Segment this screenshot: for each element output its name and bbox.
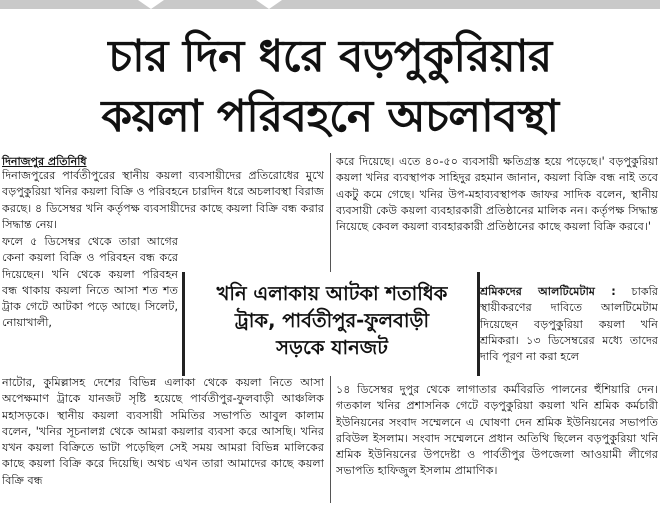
byline: দিনাজপুর প্রতিনিধি	[2, 155, 87, 168]
headline-line-2: কয়লা পরিবহনে অচলাবস্থা	[101, 91, 559, 142]
right-para-2-bottom: ১৪ ডিসেম্বর দুপুর থেকে লাগাতার কর্মবিরতি পালনের হুঁশিয়ারি দেন। গতকাল খনির প্রশাসনিক গেটে বড়পুকুরিয়া কয়লা খনি শ্রমিক কর্মচারী ইউনিয়নের সংবাদ সম্মেলনে এ ঘোষণা দেন শ্রমিক ইউনিয়নের সভাপতি রবিউল ইসলাম। সংবাদ সম্মেলনে প্রধান অতিথি ছিলেন বড়পুকুরিয়া খনি শ্রমিক ইউনিয়নের উপদেষ্টা ও পার্বতীপুর উপজেলা আওয়ামী লীগের সভাপতি হাফিজুল ইসলাম প্রামাণিক।	[336, 383, 658, 478]
pull-quote-line-1: খনি এলাকায় আটকা শতাধিক	[216, 282, 448, 305]
left-para-2-bottom: নাটোর, কুমিল্লাসহ দেশের বিভিন্ন এলাকা থেকে কয়লা নিতে আসা অপেক্ষমাণ ট্রাকে যানজট সৃষ্টি হয়েছে পার্বতীপুর-ফুলবাড়ী আঞ্চলিক মহাসড়কে। স্থানীয় কয়লা ব্যবসায়ী সমিতির সভাপতি আবুল কালাম বলেন, 'খনির সূচনালগ্ন থেকে আমরা কয়লার ব্যবসা করে আসছি। খনির যখন কয়লা বিক্রিতে ভাটা পড়েছিল সেই সময় আমরা বিভিন্ন মালিকের কাছে কয়লা বিক্রি করে দিয়েছি। অথচ এখন তারা আমাদের কাছে কয়লা বিক্রি বন্ধ	[2, 376, 324, 487]
page-fold-mark	[138, 0, 164, 9]
left-para-2-top: ফলে ৫ ডিসেম্বর থেকে তারা আগের কেনা কয়লা বিক্রি ও পরিবহন বন্ধ করে দিয়েছেন। খনি থেকে কয়লা পরিবহন বন্ধ থাকায় কয়লা নিতে আসা শত শত ট্রাক গেটে আটকা পড়ে আছে। সিলেট, নোয়াখালী,	[2, 235, 178, 330]
left-para-1: দিনাজপুরের পার্বতীপুরের স্থানীয় কয়লা ব্যবসায়ীদের প্রতিরোধের মুখে বড়পুকুরিয়া খনির কয়লা বিক্রি ও পরিবহনে চারদিন ধরে অচলাবস্থা বিরাজ করছে। ৪ ডিসেম্বর খনি কর্তৃপক্ষ ব্যবসায়ীদের কাছে কয়লা বিক্রি বন্ধ করার সিদ্ধান্ত নেয়।	[2, 169, 324, 231]
right-column-middle	[480, 284, 658, 380]
pull-quote-line-2: ট্রাক, পার্বতীপুর-ফুলবাড়ী	[234, 309, 430, 332]
left-column-bottom	[2, 375, 324, 489]
left-column-middle	[2, 234, 178, 364]
right-para-2-top: চাকরি স্থায়ীকরণের দাবিতে আলটিমেটাম দিয়েছেন বড়পুকুরিয়া কয়লা খনি শ্রমিকরা। ১৩ ডিসেম্বরের মধ্যে তাদের দাবি পূরণ না করা হলে	[480, 285, 658, 364]
right-para-1: করে দিয়েছে। এতে ৪০-৫০ ব্যবসায়ী ক্ষতিগ্রস্ত হয়ে পড়েছে।' বড়পুকুরিয়া কয়লা খনির ব্যবস্থাপক সাহিদুর রহমান জানান, কয়লা বিক্রি বন্ধ নাই তবে একটু কমে গেছে। খনির উপ-মহাব্যবস্থাপক জাফর সাদিক বলেন, স্থানীয় ব্যবসায়ী কেউ কয়লা ব্যবহারকারী প্রতিষ্ঠানের মালিক নন। কর্তৃপক্ষ সিদ্ধান্ত নিয়েছে কেবল কয়লা ব্যবহারকারী প্রতিষ্ঠানের কাছে কয়লা বিক্রি করবে।'	[336, 155, 658, 234]
pull-quote-line-3: সড়কে যানজট	[276, 336, 388, 359]
subhead-ultimatum: শ্রমিকদের আলটিমেটাম :	[480, 285, 616, 298]
left-column-top	[2, 168, 324, 233]
right-column-top	[336, 154, 658, 235]
right-column-bottom	[336, 382, 658, 480]
page-fold-mark	[256, 0, 282, 9]
headline-line-1: চার দিন ধরে বড়পুকুরিয়ার	[108, 31, 552, 82]
pull-quote	[190, 280, 474, 361]
top-page-strip	[0, 0, 660, 9]
